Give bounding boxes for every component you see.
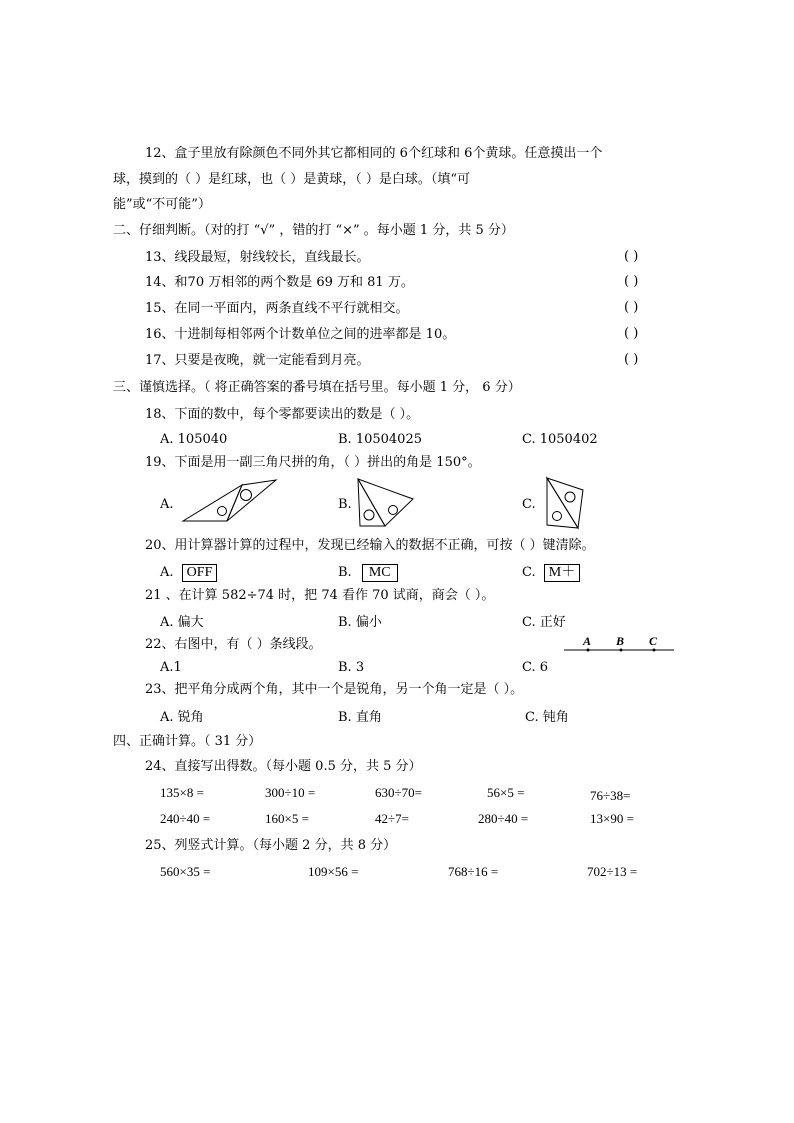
q19-figure-a — [180, 478, 280, 524]
q20-option-a[interactable] — [160, 564, 217, 582]
judge-item-16: 16、十进制每相邻两个计数单位之间的进率都是 10。 — [145, 327, 456, 342]
q20-option-b-label: B. — [338, 565, 352, 580]
calc-item: 630÷70= — [375, 785, 422, 800]
q24-text: 24、直接写出得数。（每小题 0.5 分，共 5 分） — [145, 759, 422, 774]
calc-item: 135×8 = — [160, 785, 204, 800]
q22-option-a[interactable]: A.1 — [160, 660, 182, 675]
q22-line-figure — [562, 634, 678, 656]
section2-title: 二、仔细判断。（对的打 “√” ，错的打 “×” 。每小题 1 分，共 5 分） — [113, 223, 514, 238]
judge-item-13: 13、线段最短，射线较长，直线最长。 — [145, 250, 370, 265]
vertical-calc-item: 109×56 = — [308, 864, 359, 879]
judge-item-15: 15、在同一平面内，两条直线不平行就相交。 — [145, 301, 409, 316]
section3-title: 三、谨慎选择。（ 将正确答案的番号填在括号里。每小题 1 分， 6 分） — [113, 380, 521, 395]
calc-item: 76÷38= — [590, 788, 631, 803]
q21-option-a[interactable]: A. 偏大 — [160, 615, 204, 630]
q12-line1: 12、盒子里放有除颜色不同外其它都相同的 6个红球和 6个黄球。任意摸出一个 — [145, 146, 603, 161]
calc-item: 280÷40 = — [478, 811, 529, 826]
judge-answer-16[interactable]: ( ) — [624, 326, 639, 341]
q18-option-c[interactable]: C. 1050402 — [522, 432, 598, 447]
q22-text: 22、右图中，有（ ）条线段。 — [145, 637, 322, 652]
q12-line3: 能”或“不可能”） — [113, 197, 211, 212]
calc-item: 240÷40 = — [160, 811, 211, 826]
q20-option-c[interactable] — [522, 564, 580, 582]
q21-text: 21 、在计算 582÷74 时，把 74 看作 70 试商，商会（ ）。 — [145, 588, 495, 603]
vertical-calc-item: 768÷16 = — [448, 864, 499, 879]
q19-text: 19、下面是用一副三角尺拼的角，（ ）拼出的角是 150°。 — [145, 455, 481, 470]
calc-item: 160×5 = — [265, 811, 309, 826]
q19-option-b[interactable]: B. — [338, 497, 352, 512]
judge-answer-17[interactable]: ( ) — [624, 352, 639, 367]
q21-option-c[interactable]: C. 正好 — [522, 615, 566, 630]
calc-item: 56×5 = — [487, 785, 525, 800]
point-a-label: A — [583, 634, 592, 648]
section4-title: 四、正确计算。（ 31 分） — [113, 734, 262, 749]
q23-option-c[interactable]: C. 钝角 — [525, 710, 569, 725]
m-plus-key: M＋ — [544, 564, 580, 582]
calc-item: 42÷7= — [375, 811, 409, 826]
q18-option-b[interactable]: B. 10504025 — [338, 432, 422, 447]
calc-item: 300÷10 = — [265, 785, 316, 800]
q23-text: 23、把平角分成两个角，其中一个是锐角，另一个角一定是（ ）。 — [145, 682, 524, 697]
q20-option-b[interactable] — [338, 564, 398, 582]
q19-figure-c — [540, 475, 588, 531]
q21-option-b[interactable]: B. 偏小 — [338, 615, 382, 630]
q20-option-a-label: A. — [160, 565, 174, 580]
judge-answer-15[interactable]: ( ) — [624, 300, 639, 315]
off-key: OFF — [182, 564, 218, 582]
q18-option-a[interactable]: A. 105040 — [160, 432, 228, 447]
q19-option-a[interactable]: A. — [160, 497, 174, 512]
mc-key: MC — [362, 564, 398, 582]
vertical-calc-item: 560×35 = — [160, 864, 211, 879]
q19-option-c[interactable]: C. — [522, 497, 536, 512]
q22-option-b[interactable]: B. 3 — [338, 660, 365, 675]
q20-text: 20、用计算器计算的过程中，发现已经输入的数据不正确，可按（ ）键清除。 — [145, 538, 595, 553]
q18-text: 18、下面的数中，每个零都要读出的数是（ ）。 — [145, 407, 420, 422]
q12-line2: 球，摸到的（ ）是红球，也（ ）是黄球，（ ）是白球。（填“可 — [113, 172, 471, 187]
judge-answer-14[interactable]: ( ) — [624, 274, 639, 289]
q23-option-a[interactable]: A. 锐角 — [160, 710, 204, 725]
q23-option-b[interactable]: B. 直角 — [338, 710, 382, 725]
judge-item-17: 17、只要是夜晚，就一定能看到月亮。 — [145, 353, 370, 368]
judge-answer-13[interactable]: ( ) — [624, 249, 639, 264]
point-c-label: C — [649, 634, 658, 648]
q19-figure-b — [355, 477, 417, 529]
q25-text: 25、列竖式计算。（每小题 2 分，共 8 分） — [145, 838, 397, 853]
calc-item: 13×90 = — [590, 811, 634, 826]
q22-option-c[interactable]: C. 6 — [522, 660, 549, 675]
point-b-label: B — [616, 634, 625, 648]
q20-option-c-label: C. — [522, 565, 536, 580]
judge-item-14: 14、和70 万相邻的两个数是 69 万和 81 万。 — [145, 275, 414, 290]
vertical-calc-item: 702÷13 = — [587, 864, 638, 879]
